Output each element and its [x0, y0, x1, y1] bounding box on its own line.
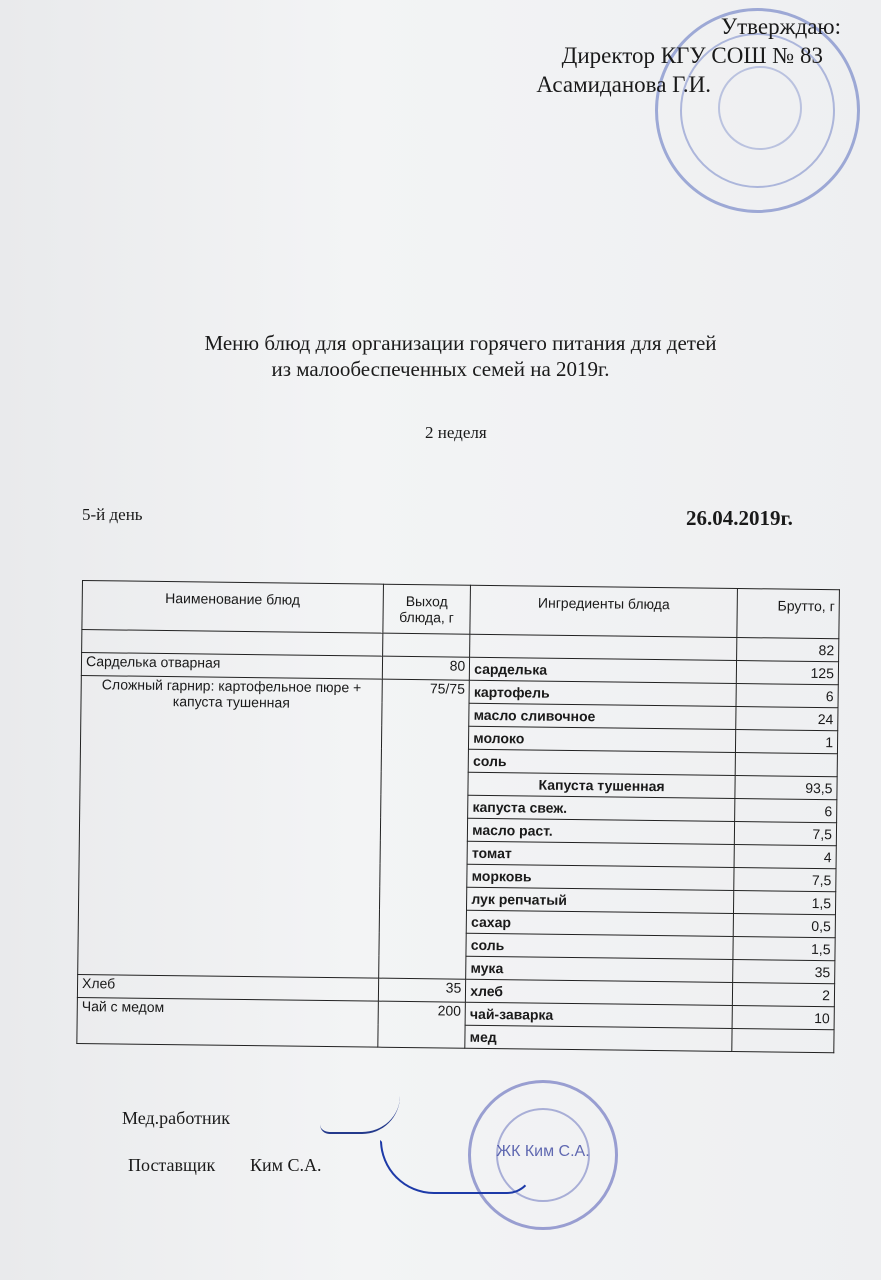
- cell-ingredient: картофель: [469, 680, 736, 706]
- cell-gross: 6: [736, 684, 838, 708]
- supplier-seal-text: ЖК Ким С.А.: [496, 1143, 590, 1160]
- cell-ingredient: лук репчатый: [467, 887, 734, 913]
- date-label: 26.04.2019г.: [686, 506, 793, 530]
- cell-gross: 1: [735, 729, 837, 753]
- cell-gross: 35: [733, 959, 835, 983]
- menu-table: [76, 580, 840, 1053]
- cell-gross: 4: [734, 844, 836, 868]
- menu-title-line-1: Меню блюд для организации горячего питания для детей: [204, 331, 717, 355]
- cell-name: Сложный гарнир: картофельное пюре + капуста тушенная: [78, 675, 382, 978]
- cell-gross: 10: [732, 1005, 834, 1029]
- cell-out: 200: [377, 1001, 465, 1048]
- cell-ingredient: соль: [466, 933, 733, 959]
- cell-name: Хлеб: [77, 974, 378, 1001]
- cell-ingredient: морковь: [467, 864, 734, 890]
- menu-title-line-2: из малообеспеченных семей на 2019г.: [271, 357, 610, 381]
- cell-gross: 1,5: [733, 936, 835, 960]
- cell-out: [382, 633, 470, 657]
- cell-ingredient: мед: [465, 1025, 732, 1051]
- cell-ingredient: молоко: [469, 726, 736, 752]
- cell-ingredient: [470, 634, 737, 660]
- header-ingredients: Ингредиенты блюда: [470, 585, 737, 637]
- cell-gross: 125: [736, 661, 838, 685]
- cell-out: 75/75: [378, 679, 469, 979]
- supplier-signature: [380, 1140, 534, 1194]
- cell-out: 80: [382, 656, 470, 680]
- header-out: Выход блюда, г: [383, 584, 471, 634]
- cell-ingredient-subheading: Капуста тушенная: [468, 772, 735, 798]
- cell-gross: 1,5: [733, 890, 835, 914]
- cell-name: Чай с медом: [77, 997, 378, 1047]
- header-name: Наименование блюд: [82, 581, 383, 634]
- cell-gross: 6: [735, 798, 837, 822]
- cell-gross: 7,5: [734, 821, 836, 845]
- day-label: 5-й день: [82, 505, 143, 524]
- cell-gross: 2: [732, 982, 834, 1006]
- approval-line-2: Директор КГУ СОШ № 83: [561, 43, 823, 68]
- cell-gross: 24: [736, 706, 838, 730]
- menu-title: [0, 330, 881, 382]
- cell-gross: 82: [736, 638, 838, 662]
- cell-gross: [735, 752, 837, 776]
- approval-block: [536, 12, 841, 99]
- cell-ingredient: сарделька: [470, 657, 737, 683]
- cell-ingredient: мука: [466, 956, 733, 982]
- cell-out: 35: [378, 978, 466, 1002]
- cell-ingredient: соль: [468, 749, 735, 775]
- medic-signature-label: Мед.работник: [122, 1108, 230, 1128]
- approval-line-3: Асамиданова Г.И.: [536, 72, 711, 97]
- cell-ingredient: масло сливочное: [469, 703, 736, 729]
- cell-ingredient: томат: [467, 841, 734, 867]
- cell-ingredient: масло раст.: [468, 818, 735, 844]
- header-gross: Брутто, г: [737, 589, 840, 639]
- cell-ingredient: хлеб: [466, 979, 733, 1005]
- supplier-name: Ким С.А.: [250, 1155, 322, 1175]
- cell-name: Сарделька отварная: [81, 653, 382, 680]
- cell-gross: 93,5: [735, 775, 837, 799]
- approval-line-1: Утверждаю:: [720, 14, 841, 39]
- cell-gross: [732, 1028, 834, 1052]
- cell-gross: 7,5: [734, 867, 836, 891]
- cell-ingredient: сахар: [466, 910, 733, 936]
- cell-ingredient: чай-заварка: [465, 1002, 732, 1028]
- medic-signature: [320, 1096, 400, 1134]
- cell-ingredient: капуста свеж.: [468, 795, 735, 821]
- week-label: 2 неделя: [425, 423, 487, 442]
- supplier-signature-label: Поставщик: [128, 1155, 216, 1175]
- cell-gross: 0,5: [733, 913, 835, 937]
